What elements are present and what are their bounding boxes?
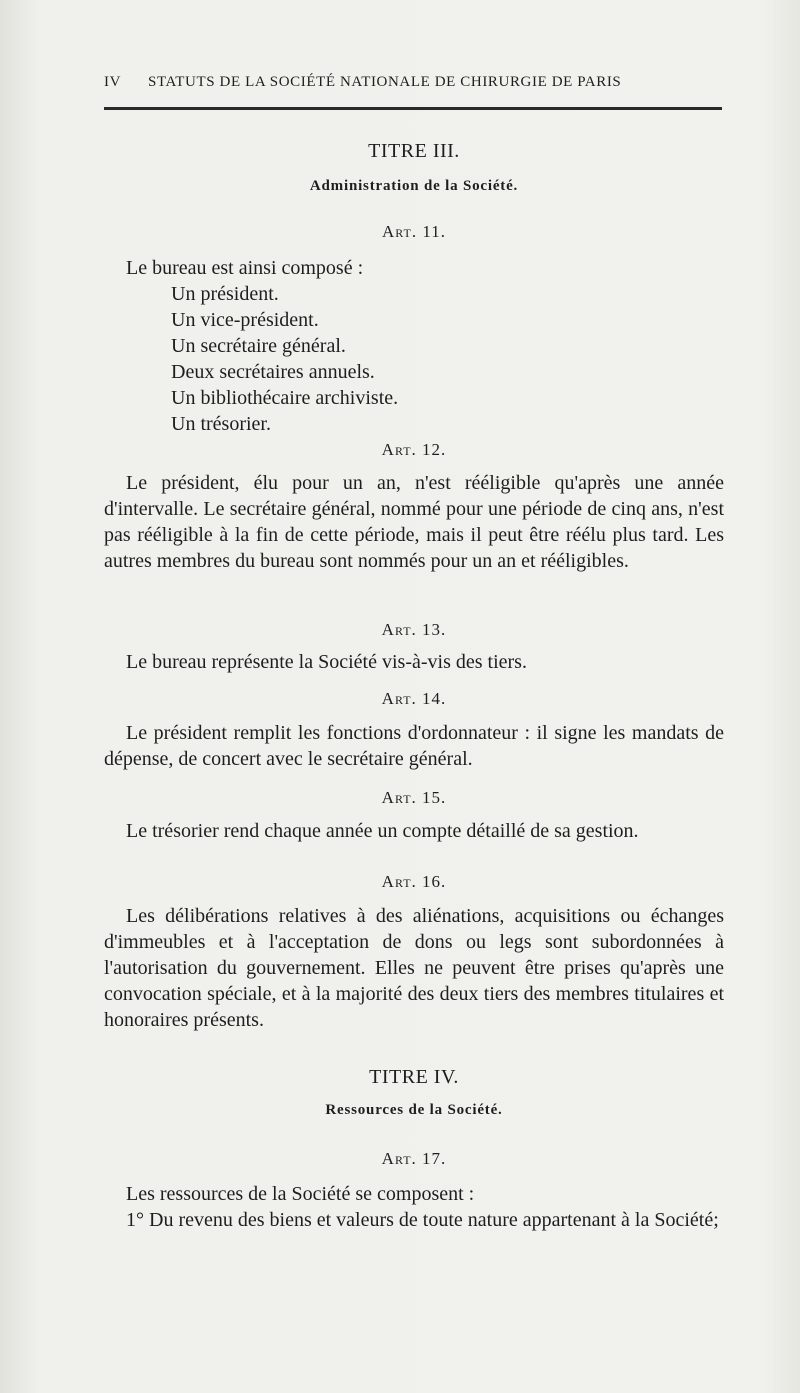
art-17-label: Art. 17.: [381, 1149, 447, 1168]
art-11-body: [104, 255, 724, 437]
running-title: STATUTS DE LA SOCIÉTÉ NATIONALE DE CHIRURGIE DE PARIS: [148, 74, 622, 90]
art-16-text: Les délibérations relatives à des aliénations, acquisitions ou échanges d'immeubles et à l'acceptation de dons ou legs sont subordonnées à l'autorisation du gouvernement. Elles ne peuvent être prises qu'après une convocation spéciale, et à la majorité des deux tiers des membres titulaires et honoraires présents.: [104, 905, 724, 1031]
list-item: Un secrétaire général.: [171, 335, 346, 357]
titre-4-subtitle: Ressources de la Société.: [325, 1102, 503, 1118]
art-16-label: Art. 16.: [381, 872, 447, 891]
page-number: IV: [104, 74, 122, 90]
art-14-label: Art. 14.: [381, 689, 447, 708]
titre-4-heading: TITRE IV.: [369, 1066, 459, 1088]
art-14-text: Le président remplit les fonctions d'ordonnateur : il signe les mandats de dépense, de concert avec le secrétaire général.: [104, 722, 724, 770]
art-11-label: Art. 11.: [381, 222, 446, 241]
list-item: Deux secrétaires annuels.: [171, 361, 375, 383]
header-rule: [104, 107, 722, 110]
art-13-text: Le bureau représente la Société vis-à-vis des tiers.: [126, 651, 527, 673]
art-12-label: Art. 12.: [381, 440, 447, 459]
art-12-text: Le président, élu pour un an, n'est rééligible qu'après une année d'intervalle. Le secrétaire général, nommé pour une période de cinq ans, n'est pas rééligible à la fin de cette période, mais il peut être réélu plus tard. Les autres membres du bureau sont nommés pour un an et rééligibles.: [104, 472, 724, 572]
art-15-label: Art. 15.: [381, 788, 447, 807]
list-item: Un vice-président.: [171, 309, 319, 331]
titre-3-heading: TITRE III.: [368, 140, 460, 162]
art-11-intro: Le bureau est ainsi composé :: [126, 257, 364, 279]
list-item: Un président.: [171, 283, 279, 305]
art-17-text: [104, 1181, 724, 1233]
list-item: Un bibliothécaire archiviste.: [171, 387, 399, 409]
art-17-item-1: 1° Du revenu des biens et valeurs de toute nature appartenant à la Société;: [126, 1209, 719, 1231]
titre-3-subtitle: Administration de la Société.: [309, 178, 519, 194]
art-17-intro: Les ressources de la Société se composent :: [126, 1183, 475, 1205]
art-13-label: Art. 13.: [381, 620, 447, 639]
list-item: Un trésorier.: [171, 413, 271, 435]
art-15-text: Le trésorier rend chaque année un compte détaillé de sa gestion.: [126, 820, 639, 842]
